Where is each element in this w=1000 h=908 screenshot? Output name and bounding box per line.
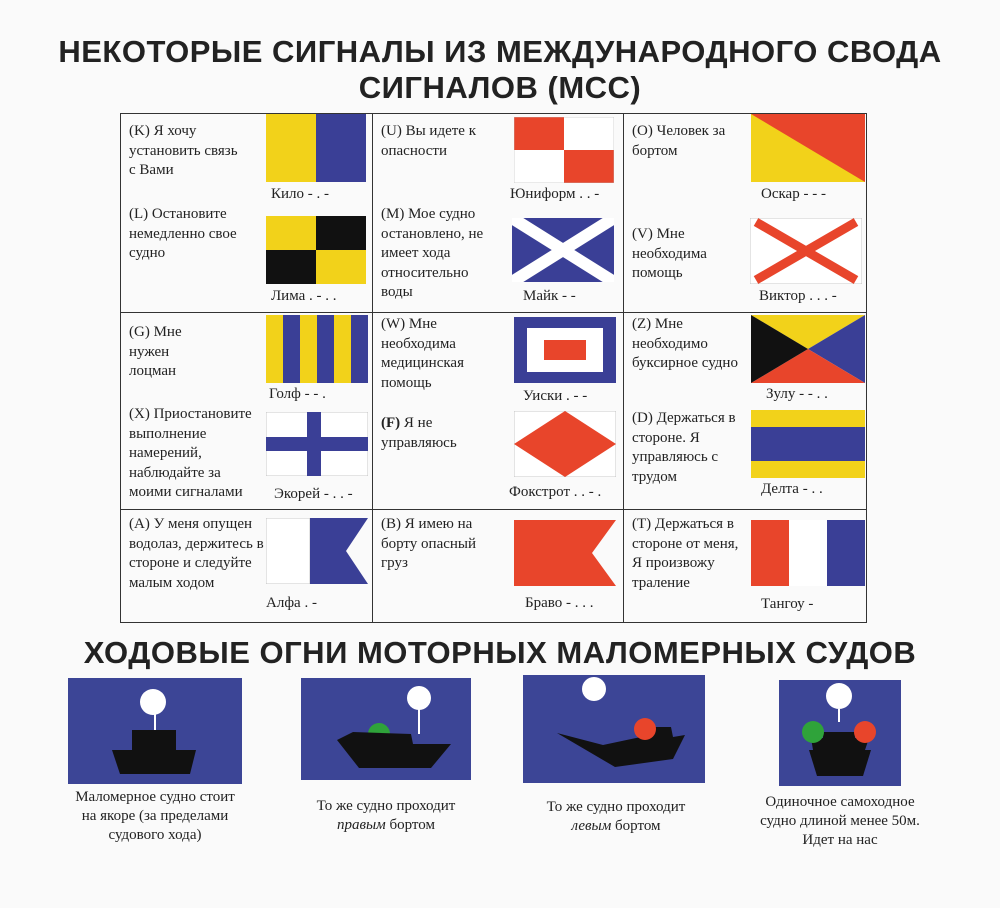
flag-alfa-name: Алфа . - — [266, 595, 317, 611]
flag-t-desc: (T) Держаться в стороне от меня, Я произвожу траление — [632, 516, 739, 591]
light-caption-4: Одиночное самоходное судно длиной менее 50м. Идет на нас — [760, 794, 920, 848]
flag-oscar-name: Оскар - - - — [761, 186, 826, 202]
flag-delta-name: Делта - . . — [761, 481, 823, 497]
flag-golf-name: Голф - - . — [269, 386, 326, 402]
light-scene-starboard — [301, 678, 471, 780]
section-title-lights: ХОДОВЫЕ ОГНИ МОТОРНЫХ МАЛОМЕРНЫХ СУДОВ — [83, 635, 917, 670]
flag-m-desc: (M) Мое судно остановлено, не имеет хода относительно воды — [381, 206, 484, 300]
flag-foxtrot-icon — [514, 411, 616, 477]
signals-table — [120, 113, 867, 623]
flag-mike-icon — [512, 218, 614, 282]
flag-victor-name: Виктор . . . - — [759, 288, 837, 304]
light-caption-2: То же судно проходит правым бортом — [316, 798, 456, 833]
light-scene-port — [523, 675, 705, 783]
flag-tango-icon — [751, 520, 865, 586]
flag-d-desc: (D) Держаться в стороне. Я управляюсь с трудом — [632, 410, 736, 485]
flag-f-desc: (F) Я не управляюсь — [381, 415, 457, 451]
flag-victor-icon — [750, 218, 862, 284]
flag-b-desc: (B) Я имею на борту опасный груз — [381, 516, 477, 571]
flag-w-desc: (W) Мне необходима медицинская помощь — [381, 316, 464, 391]
flag-whiskey-name: Уиски . - - — [523, 388, 588, 404]
flag-a-desc: (A) У меня опущен водолаз, держитесь в стороне и следуйте малым ходом — [129, 516, 264, 591]
light-scene-headon — [779, 680, 901, 786]
flag-golf-icon — [266, 315, 368, 383]
flag-xray-name: Экорей - . . - — [274, 486, 353, 502]
flag-foxtrot-name: Фокстрот . . - . — [509, 484, 602, 500]
flag-mike-name: Майк - - — [523, 288, 576, 304]
flag-x-desc: (X) Приостановите выполнение намерений, наблюдайте за моими сигналами — [129, 406, 252, 500]
flag-v-desc: (V) Мне необходима помощь — [632, 226, 707, 281]
flag-bravo-name: Браво - . . . — [525, 595, 594, 611]
flag-uniform-name: Юниформ . . - — [510, 186, 600, 202]
flag-xray-icon — [266, 412, 368, 476]
flag-z-desc: (Z) Мне необходимо буксирное судно — [632, 316, 738, 371]
page-title-line2: СИГНАЛОВ (МСС) — [358, 70, 642, 105]
light-caption-1: Маломерное судно стоит на якоре (за пределами судового хода) — [75, 789, 235, 843]
flag-tango-name: Тангоу - — [761, 596, 814, 612]
flag-alfa-icon — [266, 518, 368, 584]
flag-kilo-name: Кило - . - — [271, 186, 330, 202]
flag-k-desc: (K) Я хочу установить связь с Вами — [129, 123, 238, 178]
flag-delta-icon — [751, 410, 865, 478]
page-title-line1: НЕКОТОРЫЕ СИГНАЛЫ ИЗ МЕЖДУНАРОДНОГО СВОДА — [58, 34, 942, 69]
flag-oscar-icon — [751, 114, 865, 182]
flag-whiskey-icon — [514, 317, 616, 383]
light-caption-3: То же судно проходит левым бортом — [546, 799, 686, 834]
flag-zulu-icon — [751, 315, 865, 383]
flag-o-desc: (O) Человек за бортом — [632, 123, 726, 159]
flag-kilo-icon — [266, 114, 366, 182]
flag-lima-icon — [266, 216, 366, 284]
light-scene-anchored — [68, 678, 242, 784]
flag-bravo-icon — [514, 520, 616, 586]
flag-u-desc: (U) Вы идете к опасности — [381, 123, 476, 159]
flag-l-desc: (L) Остановите немедленно свое судно — [129, 206, 237, 261]
flag-g-desc: (G) Мне нужен лоцман — [129, 324, 182, 379]
flag-zulu-name: Зулу - - . . — [766, 386, 828, 402]
flag-uniform-icon — [514, 117, 614, 183]
flag-lima-name: Лима . - . . — [271, 288, 337, 304]
